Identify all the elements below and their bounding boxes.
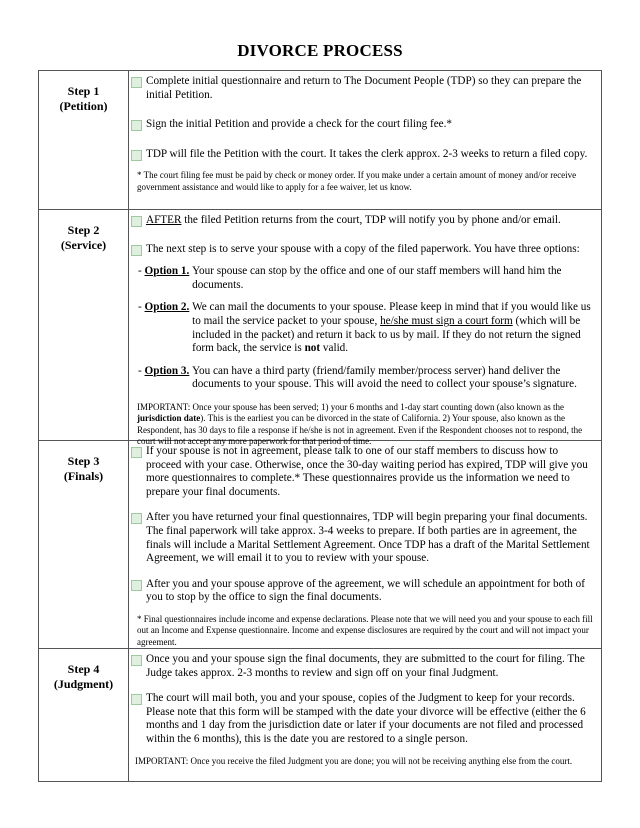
item-text: Sign the initial Petition and provide a check for the court filing fee.* xyxy=(146,118,453,131)
step-content xyxy=(129,71,601,209)
item-text: After you and your spouse approve of the agreement, we will schedule an appointment for both of you to stop by the office to sign the final documents. xyxy=(146,577,585,604)
step-number: Step 4 xyxy=(67,662,100,676)
option-text xyxy=(192,301,595,355)
checklist-item xyxy=(131,578,595,605)
step-name: (Petition) xyxy=(59,99,108,113)
service-option-2 xyxy=(131,301,595,355)
option-text: You can have a third party (friend/family member/process server) hand deliver the documents to your spouse. This will avoid the need to collect your spouse’s signature. xyxy=(192,364,577,391)
step-label xyxy=(39,210,129,440)
option-label: Option 1. xyxy=(144,265,190,278)
step-content xyxy=(129,649,601,781)
service-option-1 xyxy=(131,265,595,292)
checklist-item xyxy=(131,692,595,746)
step-label xyxy=(39,441,129,648)
step-name: (Judgment) xyxy=(53,677,114,691)
step-content xyxy=(129,210,601,447)
checkbox[interactable] xyxy=(131,150,142,161)
item-text: The court will mail both, you and your spouse, copies of the Judgment to keep for your records. Please note that this form will be stamped with the date your divorce will be effective (either the 6 months and 1 day from the jurisdiction date or later if your documents are not filed and processed within the 6 months), this is the date you are restored to a single person. xyxy=(146,692,586,745)
bold-text: not xyxy=(304,342,321,355)
item-text-rest: the filed Petition returns from the court, TDP will notify you by phone and/or email. xyxy=(181,214,561,226)
step-label xyxy=(39,649,129,781)
step-row-judgment xyxy=(39,648,601,781)
after-emphasis: AFTER xyxy=(146,214,182,226)
note-text: ). This is the earliest you can be divorced in the state of California. 2) Your spouse, also known as the Respondent, has 30 days to file a response if he/she is not in agreement. Even if the Respondent chooses not to respond, the court will not accept any more paperwork for that period of time. xyxy=(137,413,583,447)
item-text xyxy=(146,214,561,228)
step-label xyxy=(39,71,129,209)
important-note: IMPORTANT: Once you receive the filed Judgment you are done; you will not be receiving anything else from the court. xyxy=(135,755,573,766)
item-text: Once you and your spouse sign the final documents, they are submitted to the court for filing. The Judge takes approx. 2-3 months to review and sign off on your final Judgment. xyxy=(146,653,585,679)
checkbox[interactable] xyxy=(131,655,142,666)
service-option-3 xyxy=(131,365,595,392)
footnote: * Final questionnaires include income and expense declarations. Please note that we will need you and your spouse to each fill out an Income and Expense questionnaire. Income and expense disclosures are required by the court and will not impact your agreement. xyxy=(137,613,593,647)
step-number: Step 1 xyxy=(67,84,100,98)
option-label: Option 3. xyxy=(144,364,190,377)
checklist-item xyxy=(131,445,595,499)
page-title: DIVORCE PROCESS xyxy=(237,41,403,60)
item-text: TDP will file the Petition with the court. It takes the clerk approx. 2-3 weeks to return a filed copy. xyxy=(146,147,588,160)
process-table xyxy=(38,70,602,782)
checkbox[interactable] xyxy=(131,513,142,524)
checkbox[interactable] xyxy=(131,120,142,131)
checklist-item xyxy=(131,75,595,102)
step-name: (Finals) xyxy=(63,469,104,483)
step-row-petition xyxy=(39,71,601,209)
checklist-item xyxy=(131,511,595,565)
option-text: Your spouse can stop by the office and one of our staff members will hand him the documents. xyxy=(192,265,562,291)
underlined-text: he/she must sign a court form xyxy=(380,314,513,327)
option-key: - Option 1. xyxy=(138,265,190,278)
option-key: - Option 3. xyxy=(138,364,190,377)
checklist-item xyxy=(131,243,595,257)
checklist-item xyxy=(131,118,595,132)
checkbox[interactable] xyxy=(131,245,142,256)
note-text: IMPORTANT: Once your spouse has been served; 1) your 6 months and 1-day start counting down (also known as the xyxy=(137,401,564,412)
step-number: Step 2 xyxy=(67,223,100,237)
step-number: Step 3 xyxy=(67,454,100,468)
checkbox[interactable] xyxy=(131,216,142,227)
checklist-item xyxy=(131,653,595,680)
option-text-part: valid. xyxy=(320,342,349,355)
item-text: After you have returned your final questionnaires, TDP will begin preparing your final documents. The final paperwork will take approx. 3-4 weeks to prepare. If both parties are in agreement, the finals will include a Marital Settlement Agreement. Once TDP has a draft of the Marital Settlement Agreement, we will email it to you to review with your spouse. xyxy=(146,511,590,565)
step-row-service xyxy=(39,209,601,447)
option-text-part: We can mail the documents to your spouse. Please keep in mind that if you would like us to mail the service packet to your spouse, xyxy=(192,301,591,327)
option-text-part: (which will be included in the packet) and return it back to us by mail. If they do not return the signed form back, the service is xyxy=(192,314,581,355)
checkbox[interactable] xyxy=(131,447,142,458)
checkbox[interactable] xyxy=(131,77,142,88)
step-name: (Service) xyxy=(60,238,107,252)
checkbox[interactable] xyxy=(131,694,142,705)
checklist-item xyxy=(131,148,595,162)
item-text: The next step is to serve your spouse with a copy of the filed paperwork. You have three options: xyxy=(146,242,580,255)
step-row-finals xyxy=(39,440,601,648)
footnote: * The court filing fee must be paid by check or money order. If you make under a certain amount of money and/or receive government assistance and would like to apply for a fee waiver, let us know. xyxy=(137,170,577,192)
item-text: If your spouse is not in agreement, please talk to one of our staff members to discuss how to proceed with your case. Otherwise, once the 30-day waiting period has expired, TDP will give you more questionnaires to complete.* These questionnaires provide us the information we need to prepare your final documents. xyxy=(146,445,588,498)
step-content xyxy=(129,441,601,648)
item-text: Complete initial questionnaire and return to The Document People (TDP) so they can prepare the initial Petition. xyxy=(146,75,582,101)
jurisdiction-date-term: jurisdiction date xyxy=(137,413,201,424)
option-label: Option 2. xyxy=(144,301,190,314)
option-key: - Option 2. xyxy=(138,301,190,314)
checkbox[interactable] xyxy=(131,580,142,591)
checklist-item xyxy=(131,214,595,228)
